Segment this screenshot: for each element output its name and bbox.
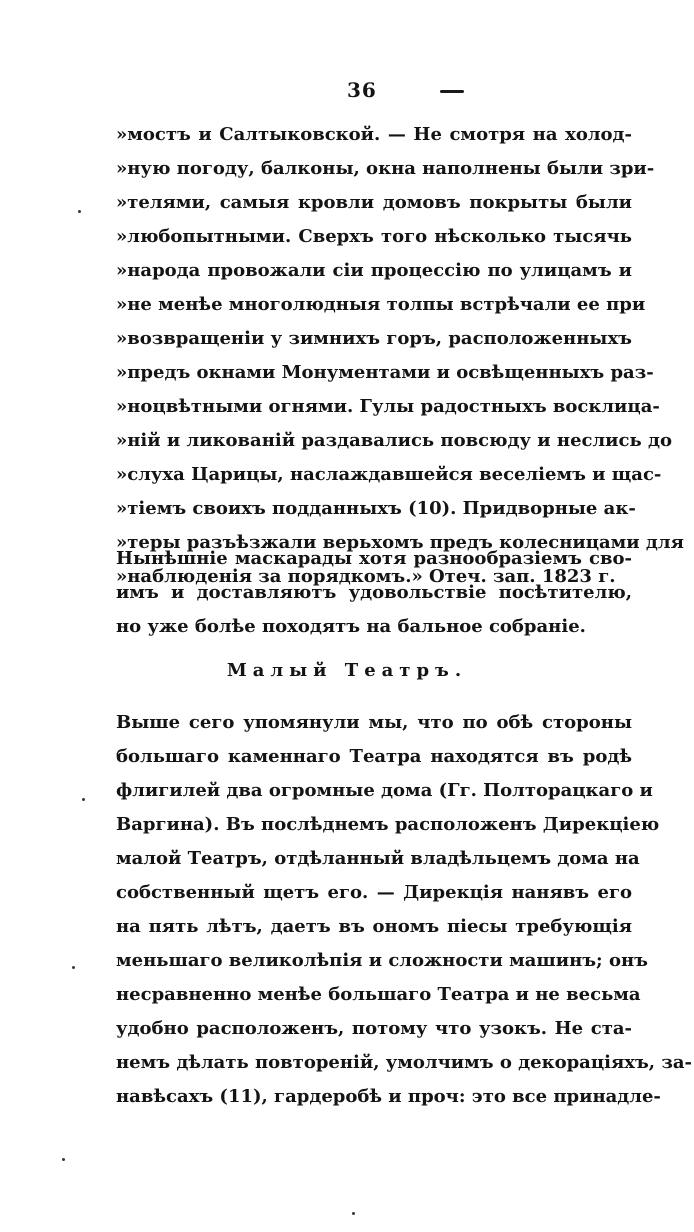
text-line: Выше сего упомянули мы, что по обѣ стороны <box>116 712 632 733</box>
text-line: на пять лѣтъ, даетъ въ ономъ піесы требующія <box>116 916 632 937</box>
text-line: большаго каменнаго Театра находятся въ родѣ <box>116 746 632 767</box>
text-line: »телями, самыя кровли домовъ покрыты были <box>116 192 632 213</box>
text-line: Нынѣшніе маскарады хотя разнообразіемъ сво- <box>116 548 632 569</box>
page-header <box>0 78 694 108</box>
paper-speck <box>352 1212 355 1215</box>
paper-speck <box>82 798 85 801</box>
quoted-paragraph <box>116 118 684 594</box>
text-line: »народа провожали сіи процессію по улицамъ и <box>116 260 632 281</box>
text-line: имъ и доставляютъ удовольствіе посѣтителю, <box>116 582 632 603</box>
masquerade-paragraph <box>116 542 632 644</box>
text-line: »теры разъѣзжали верьхомъ предъ колесницами для <box>116 532 684 553</box>
header-dash-mark <box>440 90 464 93</box>
text-line: »предъ окнами Монументами и освѣщенныхъ раз- <box>116 362 654 383</box>
text-line: »наблюденія за порядкомъ.» Отеч. зап. 1823 г. <box>116 566 616 587</box>
paper-speck <box>78 210 81 213</box>
text-line: »слуха Царицы, наслаждавшейся веселіемъ и щас- <box>116 464 662 485</box>
text-line: »любопытными. Сверхъ того нѣсколько тысячь <box>116 226 632 247</box>
text-line: собственный щетъ его. — Дирекція нанявъ его <box>116 882 632 903</box>
text-line: »ноцвѣтными огнями. Гулы радостныхъ восклица- <box>116 396 660 417</box>
text-line: но уже болѣе походятъ на бальное собраніе. <box>116 616 586 637</box>
section-heading: Малый Театръ. <box>226 660 468 681</box>
paper-speck <box>72 966 75 969</box>
text-line: меньшаго великолѣпія и сложности машинъ; онъ <box>116 950 648 971</box>
paper-speck <box>62 1158 65 1161</box>
text-line: »не менѣе многолюдныя толпы встрѣчали ее при <box>116 294 646 315</box>
text-line: »ную погоду, балконы, окна наполнены были зри- <box>116 158 655 179</box>
page-number: 36 <box>347 78 377 102</box>
text-line: несравненно менѣе большаго Театра и не весьма <box>116 984 641 1005</box>
text-line: Варгина). Въ послѣднемъ расположенъ Дирекціею <box>116 814 660 835</box>
text-line: немъ дѣлать повтореній, умолчимъ о декораціяхъ, за- <box>116 1052 692 1073</box>
theatre-paragraph <box>116 706 692 1114</box>
text-line: »мостъ и Салтыковской. — Не смотря на холод- <box>116 124 632 145</box>
text-line: малой Театръ, отдѣланный владѣльцемъ дома на <box>116 848 640 869</box>
text-line: флигилей два огромные дома (Гг. Полторацкаго и <box>116 780 653 801</box>
text-line: »возвращеніи у зимнихъ горъ, расположенныхъ <box>116 328 632 349</box>
text-line: навѣсахъ (11), гардеробѣ и проч: это все принадле- <box>116 1086 661 1107</box>
text-line: »ній и ликованій раздавались повсюду и неслись до <box>116 430 672 451</box>
text-line: удобно расположенъ, потому что узокъ. Не ста- <box>116 1018 632 1039</box>
text-line: »тіемъ своихъ подданныхъ (10). Придворные ак- <box>116 498 636 519</box>
